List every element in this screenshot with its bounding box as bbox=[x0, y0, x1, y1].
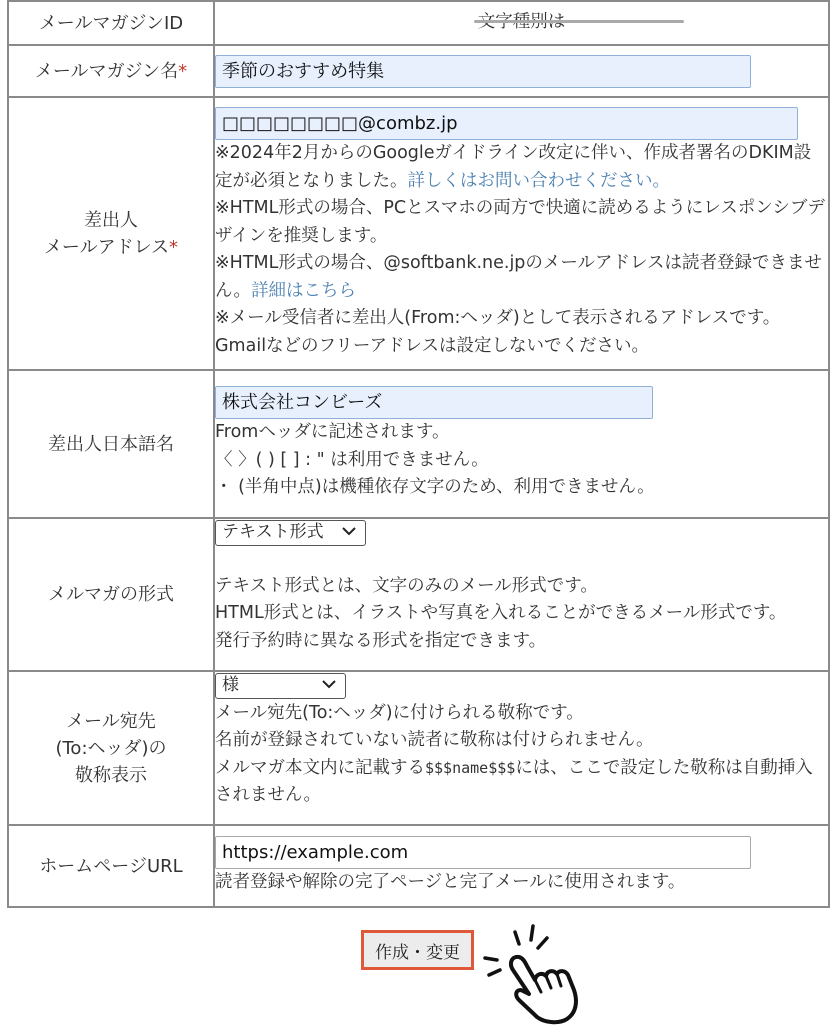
name-placeholder-code: $$$name$$$ bbox=[425, 758, 516, 777]
schedule-format-note: 発行予約時に異なる形式を指定できます。 bbox=[215, 630, 547, 651]
row-homepage bbox=[8, 825, 829, 907]
magazine-name-input[interactable]: 季節のおすすめ特集 bbox=[215, 55, 751, 88]
text-format-note: テキスト形式とは、文字のみのメール形式です。 bbox=[215, 575, 598, 596]
row-sender-address bbox=[8, 97, 829, 370]
dkim-note: ※2024年2月からのGoogleガイドライン改定に伴い、作成者署名のDKIM設定が必須となりました。 bbox=[215, 143, 812, 191]
magazine-id-cell bbox=[214, 1, 829, 45]
homepage-label bbox=[8, 825, 214, 907]
row-honorific bbox=[8, 671, 829, 825]
honorific-note-2: 名前が登録されていない読者に敬称は付けられません。 bbox=[215, 730, 654, 750]
homepage-label-text: ホームページURL bbox=[39, 855, 183, 877]
row-magazine-id bbox=[8, 1, 829, 45]
chevron-down-icon bbox=[341, 519, 357, 547]
row-format bbox=[8, 518, 829, 671]
forbidden-chars-note: 〈 〉( ) [ ] : " は利用できません。 bbox=[215, 449, 489, 470]
format-label bbox=[8, 518, 214, 671]
mail-magazine-settings-form bbox=[7, 0, 830, 908]
honorific-label-line2: (To:ヘッダ)の bbox=[55, 737, 167, 759]
honorific-label-line3: 敬称表示 bbox=[75, 764, 147, 786]
honorific-selected: 様 bbox=[222, 675, 239, 695]
honorific-note-3-post: には、ここで設定した敬称は自動挿入されません。 bbox=[215, 757, 813, 805]
create-change-button[interactable]: 作成・変更 bbox=[361, 930, 474, 970]
homepage-note: 読者登録や解除の完了ページと完了メールに使用されます。 bbox=[215, 871, 686, 892]
responsive-note: ※HTML形式の場合、PCとスマホの両方で快適に読めるようにレスポンシブデザインを推奨します。 bbox=[215, 198, 825, 246]
row-sender-name bbox=[8, 370, 829, 518]
from-header-description: Fromヘッダに記述されます。 bbox=[215, 422, 450, 443]
format-cell bbox=[214, 518, 829, 671]
contact-link[interactable]: 詳しくはお問い合わせください。 bbox=[407, 170, 670, 191]
format-label-text: メルマガの形式 bbox=[48, 584, 174, 605]
honorific-note-1: メール宛先(To:ヘッダ)に付けられる敬称です。 bbox=[215, 702, 584, 723]
sender-address-input[interactable]: □□□□□□□□@combz.jp bbox=[215, 107, 798, 140]
sender-name-input[interactable]: 株式会社コンビーズ bbox=[215, 386, 653, 419]
sender-address-cell bbox=[214, 97, 829, 370]
magazine-name-label bbox=[8, 45, 214, 97]
honorific-label bbox=[8, 671, 214, 825]
pointing-hand-icon bbox=[475, 920, 590, 1025]
sender-address-label bbox=[8, 97, 214, 370]
magazine-id-label bbox=[8, 1, 214, 45]
sender-address-label-line2: メールアドレス bbox=[43, 236, 170, 258]
homepage-cell bbox=[214, 825, 829, 907]
middle-dot-note: ・ (半角中点)は機種依存文字のため、利用できません。 bbox=[215, 477, 655, 498]
honorific-note-3-pre: メルマガ本文内に記載する bbox=[215, 757, 425, 778]
sender-name-label-text: 差出人日本語名 bbox=[48, 433, 174, 455]
required-mark: * bbox=[178, 60, 188, 82]
honorific-label-line1: メール宛先 bbox=[66, 710, 156, 732]
format-select[interactable] bbox=[215, 520, 366, 546]
details-link[interactable]: 詳細はこちら bbox=[251, 280, 357, 301]
honorific-select[interactable] bbox=[215, 673, 346, 699]
row-magazine-name bbox=[8, 45, 829, 97]
char-type-slider[interactable] bbox=[474, 20, 684, 23]
sender-address-label-line1: 差出人 bbox=[84, 209, 138, 231]
format-selected: テキスト形式 bbox=[222, 522, 324, 542]
chevron-down-icon bbox=[321, 672, 337, 700]
softbank-note: ※HTML形式の場合、@softbank.ne.jpのメールアドレスは読者登録できません。 bbox=[215, 253, 823, 301]
sender-name-cell bbox=[214, 370, 829, 518]
sender-name-label bbox=[8, 370, 214, 518]
homepage-url-input[interactable]: https://example.com bbox=[215, 836, 751, 869]
required-mark: * bbox=[169, 236, 179, 258]
magazine-name-cell bbox=[214, 45, 829, 97]
honorific-cell bbox=[214, 671, 829, 825]
from-header-note: ※メール受信者に差出人(From:ヘッダ)として表示されるアドレスです。Gmailなどのフリーアドレスは設定しないでください。 bbox=[215, 308, 781, 356]
magazine-name-label-text: メールマガジン名 bbox=[34, 60, 179, 82]
html-format-note: HTML形式とは、イラストや写真を入れることができるメール形式です。 bbox=[215, 603, 787, 623]
magazine-id-label-text: メールマガジンID bbox=[38, 12, 184, 34]
